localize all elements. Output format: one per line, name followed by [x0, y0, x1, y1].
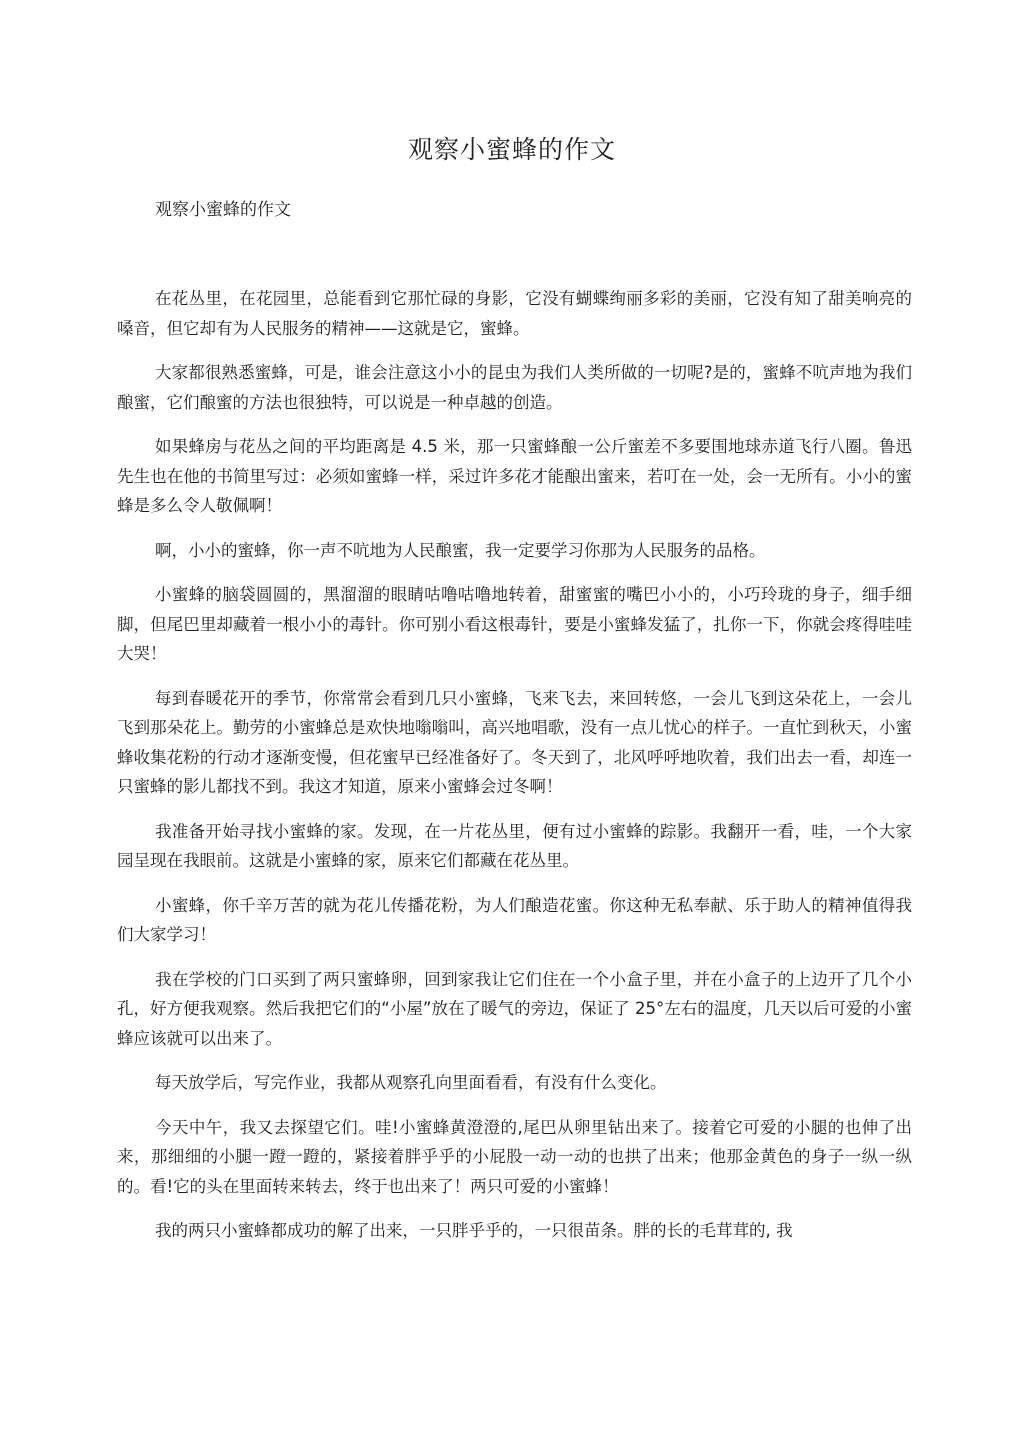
paragraph-7: 我准备开始寻找小蜜蜂的家。发现，在一片花丛里，便有过小蜜蜂的踪影。我翻开一看，哇，一个大家园呈现在我眼前。这就是小蜜蜂的家，原来它们都藏在花丛里。	[117, 821, 912, 870]
paragraph-5: 小蜜蜂的脑袋圆圆的，黑溜溜的眼睛咕噜咕噜地转着，甜蜜蜜的嘴巴小小的，小巧玲珑的身子，细手细脚，但尾巴里却藏着一根小小的毒针。你可别小看这根毒针，要是小蜜蜂发猛了，扎你一下，你就会疼得哇哇大哭！	[117, 585, 912, 663]
paragraph-2: 大家都很熟悉蜜蜂，可是，谁会注意这小小的昆虫为我们人类所做的一切呢?是的，蜜蜂不吭声地为我们酿蜜，它们酿蜜的方法也很独特，可以说是一种卓越的创造。	[117, 363, 912, 412]
page-title: 观察小蜜蜂的作文	[407, 135, 616, 164]
paragraph-10: 每天放学后，写完作业，我都从观察孔向里面看看，有没有什么变化。	[155, 1073, 667, 1092]
paragraph-9: 我在学校的门口买到了两只蜜蜂卵，回到家我让它们住在一个小盒子里，并在小盒子的上边开了几个小孔，好方便我观察。然后我把它们的“小屋”放在了暖气的旁边，保证了 25°左右的温度，几天以后可爱的小蜜蜂应该就可以出来了。	[117, 969, 912, 1048]
paragraph-8: 小蜜蜂，你千辛万苦的就为花儿传播花粉，为人们酿造花蜜。你这种无私奉献、乐于助人的精神值得我们大家学习！	[117, 895, 912, 944]
paragraph-3: 如果蜂房与花丛之间的平均距离是 4.5 米，那一只蜜蜂酿一公斤蜜差不多要围地球赤道飞行八圈。鲁迅先生也在他的书简里写过：必须如蜜蜂一样，采过许多花才能酿出蜜来，若叮在一处，会一无所有。小小的蜜蜂是多么令人敬佩啊！	[117, 437, 912, 515]
paragraph-4: 啊，小小的蜜蜂，你一声不吭地为人民酿蜜，我一定要学习你那为人民服务的品格。	[155, 540, 766, 560]
document-subtitle: 观察小蜜蜂的作文	[155, 200, 291, 220]
paragraph-11: 今天中午，我又去探望它们。哇!小蜜蜂黄澄澄的,尾巴从卵里钻出来了。接着它可爱的小腿的也伸了出来，那细细的小腿一蹬一蹬的，紧接着胖乎乎的小屁股一动一动的也拱了出来；他那金黄色的身子一纵一纵的。看!它的头在里面转来转去，终于也出来了！两只可爱的小蜜蜂！	[117, 1117, 912, 1196]
paragraph-1: 在花丛里，在花园里，总能看到它那忙碌的身影，它没有蝴蝶绚丽多彩的美丽，它没有知了甜美响亮的嗓音，但它却有为人民服务的精神——这就是它，蜜蜂。	[117, 289, 912, 338]
paragraph-12: 我的两只小蜜蜂都成功的解了出来，一只胖乎乎的，一只很苗条。胖的长的毛茸茸的, 我	[155, 1221, 793, 1240]
document-body	[117, 284, 912, 1261]
paragraph-6: 每到春暖花开的季节，你常常会看到几只小蜜蜂，飞来飞去，来回转悠，一会儿飞到这朵花上，一会儿飞到那朵花上。勤劳的小蜜蜂总是欢快地嗡嗡叫，高兴地唱歌，没有一点儿忧心的样子。一直忙到秋天，小蜜蜂收集花粉的行动才逐渐变慢，但花蜜早已经准备好了。冬天到了，北风呼呼地吹着，我们出去一看，却连一只蜜蜂的影儿都找不到。我这才知道，原来小蜜蜂会过冬啊！	[117, 688, 912, 796]
